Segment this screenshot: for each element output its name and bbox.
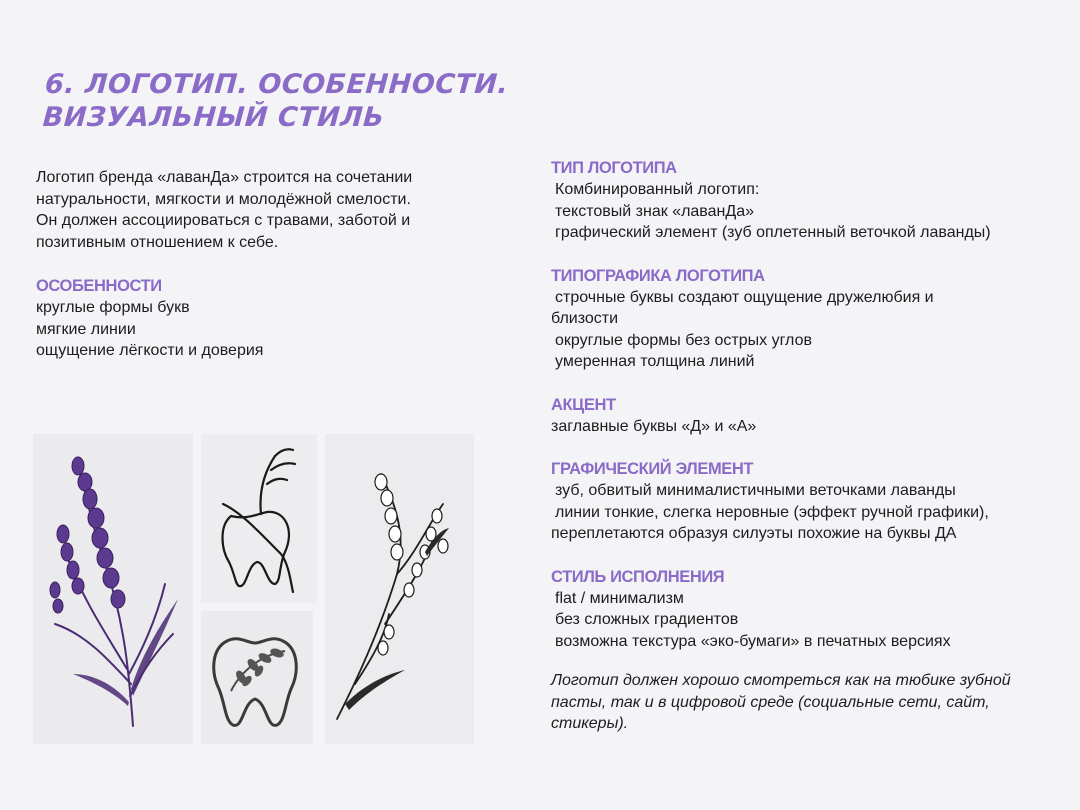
graphic-element-line: переплетаются образуя силуэты похожие на буквы ДА — [551, 525, 957, 542]
graphic-element-heading: ГРАФИЧЕСКИЙ ЭЛЕМЕНТ — [551, 460, 754, 478]
typography-line: близости — [551, 310, 619, 327]
graphic-element-line: зуб, обвитый минималистичными веточками лаванды — [555, 482, 956, 499]
logo-type-line: графический элемент (зуб оплетенный веточкой лаванды) — [555, 224, 991, 241]
accent-line: заглавные буквы «Д» и «А» — [551, 417, 757, 435]
typography-line: строчные буквы создают ощущение дружелюбия и — [555, 288, 934, 306]
tooth-branch-line-image — [201, 434, 317, 603]
intro-paragraph — [36, 167, 496, 253]
tooth-with-branch-icon — [201, 434, 317, 603]
note-line: стикеры). — [551, 715, 629, 732]
intro-line: Он должен ассоциироваться с травами, заботой и — [36, 212, 411, 229]
feature-item: мягкие линии — [36, 320, 136, 338]
lavender-branch-icon — [325, 434, 474, 744]
page-title — [42, 68, 567, 134]
intro-line: Логотип бренда «лаванДа» строится на сочетании — [36, 169, 413, 186]
lavender-branch-sketch-image — [325, 434, 474, 744]
title-line-2: ВИЗУАЛЬНЫЙ СТИЛЬ — [41, 102, 386, 133]
tooth-wreath-image — [201, 611, 313, 744]
closing-note — [551, 670, 1061, 735]
graphic-element-line: линии тонкие, слегка неровные (эффект ручной графики), — [555, 503, 989, 521]
execution-style-section — [551, 567, 1061, 653]
note-line: Логотип должен хорошо смотреться как на тюбике зубной — [551, 672, 1011, 689]
execution-style-line: flat / минимализм — [555, 589, 684, 607]
lavender-drawing-image — [33, 434, 193, 744]
lavender-sprig-icon — [33, 434, 193, 744]
typography-section — [551, 266, 1061, 373]
typography-line: умеренная толщина линий — [555, 353, 755, 370]
note-line: пасты, так и в цифровой среде (социальные сети, сайт, — [551, 693, 990, 711]
features-heading: ОСОБЕННОСТИ — [36, 277, 162, 295]
execution-style-heading: СТИЛЬ ИСПОЛНЕНИЯ — [551, 567, 725, 586]
logo-type-section — [551, 158, 1061, 244]
features-block — [36, 276, 496, 362]
accent-heading: АКЦЕНТ — [551, 395, 616, 414]
execution-style-line: без сложных градиентов — [555, 611, 739, 628]
intro-line: натуральности, мягкости и молодёжной смелости. — [36, 190, 411, 208]
feature-item: круглые формы букв — [36, 299, 190, 316]
title-line-1: 6. ЛОГОТИП. ОСОБЕННОСТИ. — [44, 69, 510, 100]
tooth-with-leaves-icon — [201, 611, 313, 744]
intro-line: позитивным отношением к себе. — [36, 233, 279, 251]
logo-type-line: Комбинированный логотип: — [555, 181, 760, 198]
typography-heading: ТИПОГРАФИКА ЛОГОТИПА — [551, 266, 765, 285]
feature-item: ощущение лёгкости и доверия — [36, 342, 264, 359]
execution-style-line: возможна текстура «эко-бумаги» в печатных версиях — [555, 632, 951, 650]
typography-line: округлые формы без острых углов — [555, 331, 812, 349]
accent-section — [551, 395, 1061, 438]
logo-type-heading: ТИП ЛОГОТИПА — [551, 159, 677, 177]
logo-spec-column — [551, 158, 1061, 735]
logo-type-line: текстовый знак «лаванДа» — [555, 202, 754, 220]
graphic-element-section — [551, 459, 1061, 545]
